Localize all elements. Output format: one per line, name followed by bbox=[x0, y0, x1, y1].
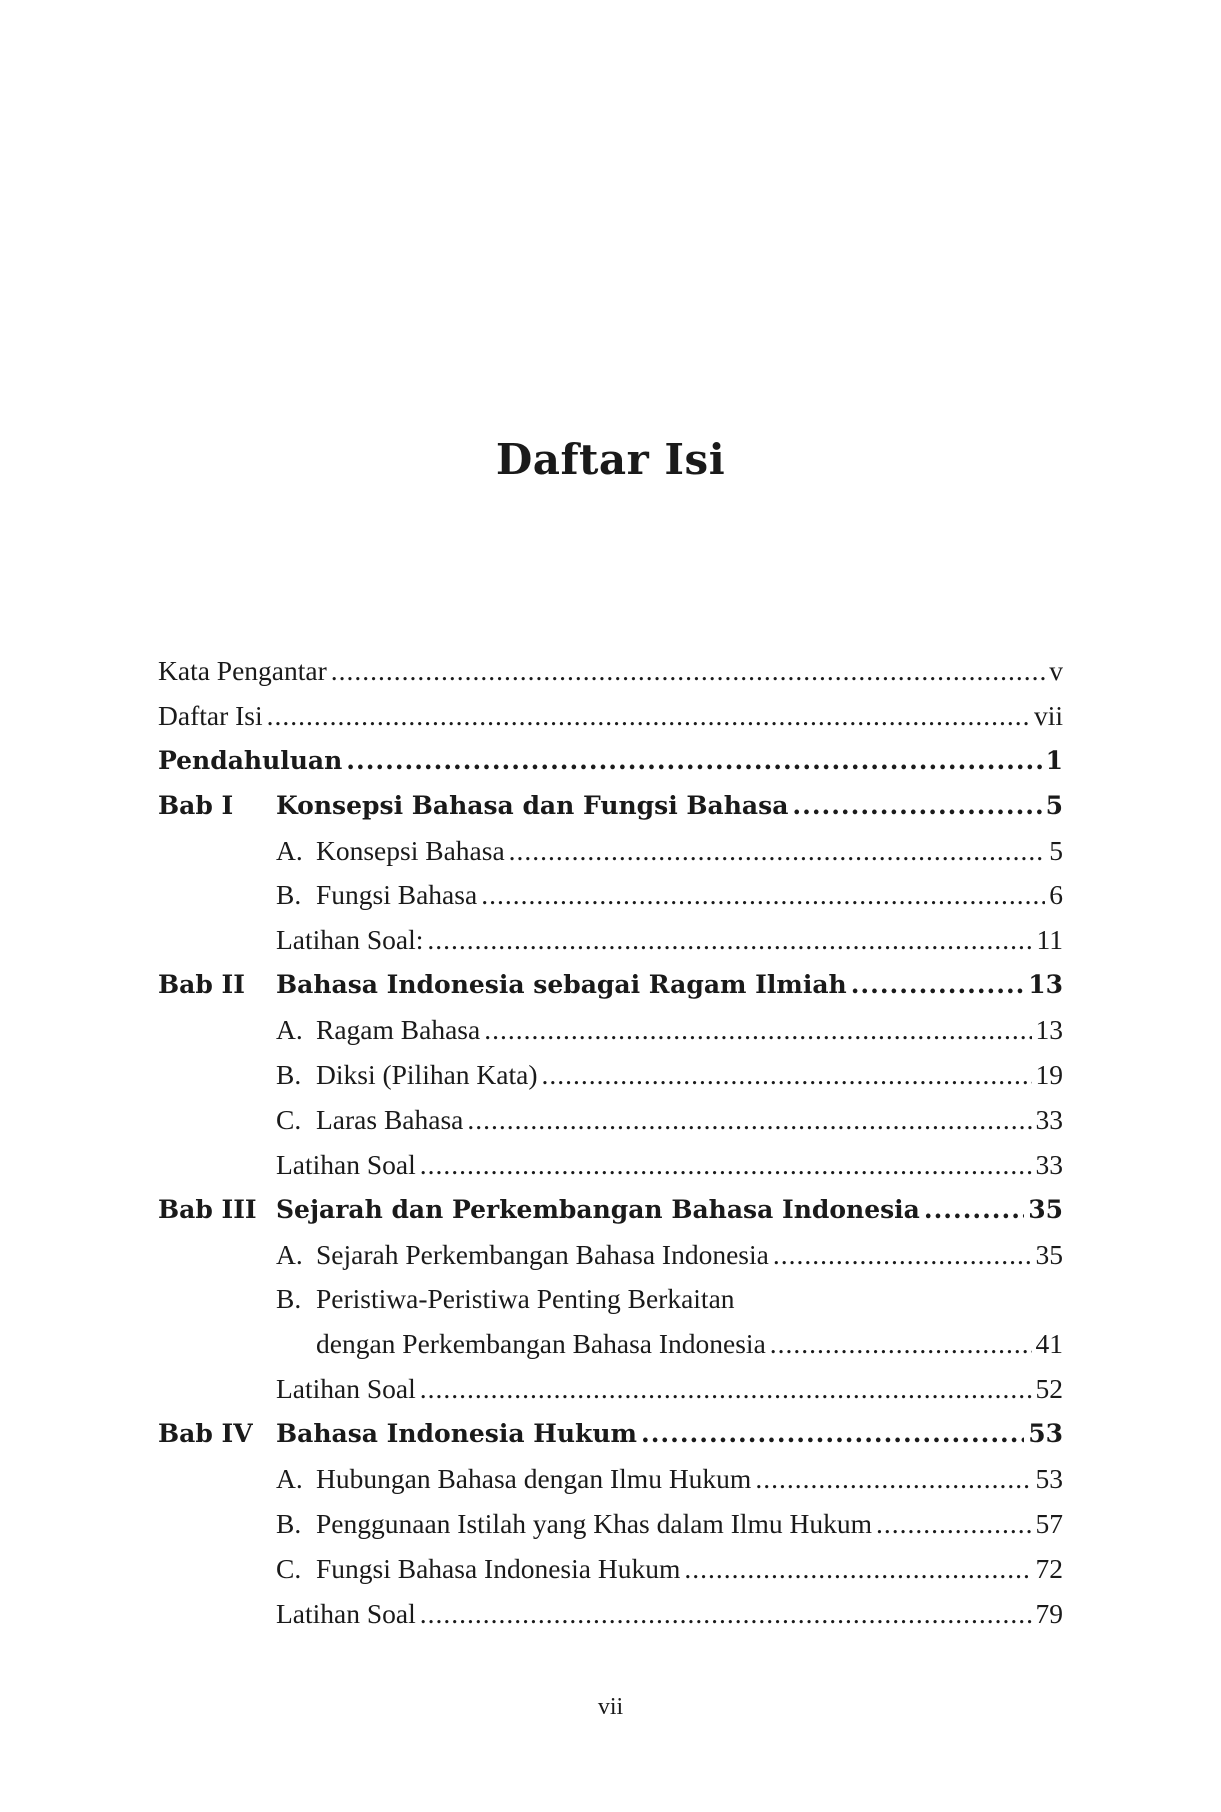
toc-section[interactable] bbox=[158, 1547, 1063, 1592]
toc-page-number: 6 bbox=[1049, 879, 1063, 911]
toc-page-number: 19 bbox=[1035, 1059, 1063, 1091]
toc-page-number: 35 bbox=[1028, 1194, 1063, 1224]
toc-chapter-bab-ii[interactable] bbox=[158, 963, 1063, 1008]
toc-page-number: 57 bbox=[1035, 1507, 1063, 1539]
dot-leader bbox=[484, 1008, 1031, 1053]
toc-section[interactable] bbox=[158, 829, 1063, 874]
dot-leader bbox=[792, 784, 1041, 829]
section-letter: C. bbox=[276, 1103, 302, 1135]
toc-entry-title: Latihan Soal bbox=[276, 1373, 416, 1405]
toc-page-number: 5 bbox=[1049, 834, 1063, 866]
chapter-label: Bab III bbox=[158, 1194, 257, 1224]
dot-leader bbox=[346, 739, 1041, 784]
toc-section[interactable] bbox=[158, 1367, 1063, 1412]
toc-section[interactable] bbox=[158, 1277, 1063, 1322]
toc-entry-title: Ragam Bahasa bbox=[316, 1014, 481, 1046]
toc-page-number: v bbox=[1049, 655, 1063, 686]
toc-entry-title: Penggunaan Istilah yang Khas dalam Ilmu Hukum bbox=[316, 1507, 873, 1539]
section-letter: A. bbox=[276, 1014, 303, 1046]
toc-entry-daftar-isi[interactable] bbox=[158, 694, 1063, 739]
toc-section[interactable] bbox=[158, 1502, 1063, 1547]
section-letter: B. bbox=[276, 1059, 302, 1091]
toc-page-number: 52 bbox=[1035, 1373, 1063, 1405]
toc-entry-title: Konsepsi Bahasa bbox=[316, 834, 505, 866]
dot-leader bbox=[481, 873, 1045, 918]
toc-entry-title: Bahasa Indonesia Hukum bbox=[276, 1419, 638, 1449]
dot-leader bbox=[641, 1412, 1024, 1457]
dot-leader bbox=[331, 649, 1046, 694]
toc-entry-kata-pengantar[interactable] bbox=[158, 649, 1063, 694]
toc-entry-title: Latihan Soal bbox=[276, 1148, 416, 1180]
dot-leader bbox=[420, 1143, 1032, 1188]
dot-leader bbox=[542, 1053, 1032, 1098]
chapter-label: Bab II bbox=[158, 970, 245, 1000]
page-number-footer: vii bbox=[597, 1694, 624, 1720]
section-letter: A. bbox=[276, 1238, 303, 1270]
dot-leader bbox=[770, 1322, 1032, 1367]
toc-section[interactable] bbox=[158, 1053, 1063, 1098]
toc-section[interactable] bbox=[158, 1143, 1063, 1188]
toc-chapter-bab-i[interactable] bbox=[158, 784, 1063, 829]
toc-page-number: 33 bbox=[1035, 1103, 1063, 1135]
toc-page-number: 11 bbox=[1036, 924, 1063, 956]
toc-chapter-bab-iv[interactable] bbox=[158, 1412, 1063, 1457]
dot-leader bbox=[420, 1367, 1032, 1412]
toc-entry-title: Daftar Isi bbox=[158, 699, 263, 731]
toc-entry-title: Peristiwa-Peristiwa Penting Berkaitan bbox=[316, 1283, 735, 1315]
toc-entry-title: Konsepsi Bahasa dan Fungsi Bahasa bbox=[276, 790, 789, 820]
toc-section[interactable] bbox=[158, 1233, 1063, 1278]
toc-section[interactable] bbox=[158, 1098, 1063, 1143]
toc-page-number: 79 bbox=[1035, 1597, 1063, 1629]
toc-section[interactable] bbox=[158, 1008, 1063, 1053]
section-letter: A. bbox=[276, 834, 303, 866]
toc-page-number: 53 bbox=[1035, 1463, 1063, 1495]
dot-leader bbox=[267, 694, 1030, 739]
section-letter: B. bbox=[276, 1507, 302, 1539]
section-letter: B. bbox=[276, 1283, 302, 1315]
dot-leader bbox=[876, 1502, 1031, 1547]
toc-entry-title: Pendahuluan bbox=[158, 745, 343, 775]
toc-entry-title: Sejarah Perkembangan Bahasa Indonesia bbox=[316, 1238, 769, 1270]
toc-page-number: vii bbox=[1033, 699, 1063, 731]
section-letter: C. bbox=[276, 1552, 302, 1584]
toc-section[interactable] bbox=[158, 1457, 1063, 1502]
toc-entry-title: Kata Pengantar bbox=[158, 655, 327, 686]
toc-page-number: 35 bbox=[1035, 1238, 1063, 1270]
toc-page-number: 13 bbox=[1028, 970, 1063, 1000]
dot-leader bbox=[924, 1188, 1024, 1233]
toc-entry-title: Latihan Soal bbox=[276, 1597, 416, 1629]
dot-leader bbox=[773, 1233, 1032, 1278]
dot-leader bbox=[427, 918, 1032, 963]
dot-leader bbox=[467, 1098, 1031, 1143]
dot-leader bbox=[684, 1547, 1031, 1592]
toc-entry-pendahuluan[interactable] bbox=[158, 739, 1063, 784]
dot-leader bbox=[420, 1592, 1032, 1637]
toc-entry-title: Fungsi Bahasa bbox=[316, 879, 478, 911]
toc-page-number: 53 bbox=[1028, 1419, 1063, 1449]
toc-section[interactable] bbox=[158, 1592, 1063, 1637]
toc-page-number: 5 bbox=[1045, 790, 1063, 820]
toc-entry-title: Bahasa Indonesia sebagai Ragam Ilmiah bbox=[276, 970, 847, 1000]
toc-page-number: 13 bbox=[1035, 1014, 1063, 1046]
toc-entry-title: Latihan Soal: bbox=[276, 924, 424, 956]
toc-page-number: 1 bbox=[1045, 745, 1063, 775]
toc-section-continuation[interactable] bbox=[158, 1322, 1063, 1367]
section-letter: B. bbox=[276, 879, 302, 911]
toc-entry-title: Fungsi Bahasa Indonesia Hukum bbox=[316, 1552, 681, 1584]
chapter-label: Bab IV bbox=[158, 1419, 253, 1449]
toc-entry-title-continuation: dengan Perkembangan Bahasa Indonesia bbox=[316, 1328, 766, 1360]
dot-leader bbox=[755, 1457, 1031, 1502]
toc-entry-title: Sejarah dan Perkembangan Bahasa Indonesia bbox=[276, 1194, 920, 1224]
dot-leader bbox=[851, 963, 1025, 1008]
table-of-contents bbox=[158, 649, 1063, 1637]
dot-leader bbox=[509, 829, 1046, 874]
toc-page-number: 72 bbox=[1035, 1552, 1063, 1584]
section-letter: A. bbox=[276, 1463, 303, 1495]
chapter-label: Bab I bbox=[158, 790, 234, 820]
toc-page-number: 33 bbox=[1035, 1148, 1063, 1180]
toc-section[interactable] bbox=[158, 918, 1063, 963]
toc-entry-title: Hubungan Bahasa dengan Ilmu Hukum bbox=[316, 1463, 752, 1495]
toc-page-number: 41 bbox=[1035, 1328, 1063, 1360]
toc-chapter-bab-iii[interactable] bbox=[158, 1188, 1063, 1233]
toc-entry-title: Laras Bahasa bbox=[316, 1103, 464, 1135]
page-title: Daftar Isi bbox=[495, 435, 726, 484]
toc-section[interactable] bbox=[158, 873, 1063, 918]
toc-entry-title: Diksi (Pilihan Kata) bbox=[316, 1059, 538, 1091]
